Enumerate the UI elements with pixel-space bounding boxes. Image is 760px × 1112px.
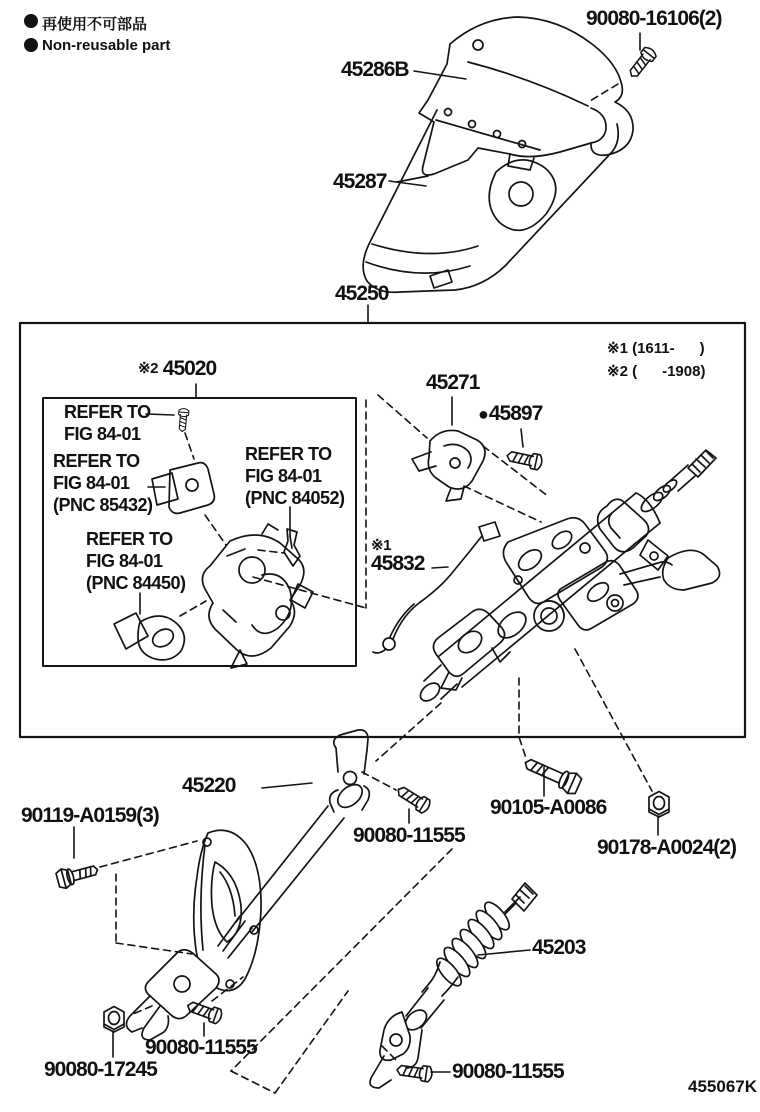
- lock-housing-drawing: [202, 524, 313, 668]
- ignition-switch-drawing: [152, 463, 214, 514]
- legend-bullet-icons: [24, 14, 38, 52]
- production-note-2: ※2 ( -1908): [607, 363, 706, 380]
- production-note-1: ※1 (1611- ): [607, 340, 705, 357]
- part-label-90080-11555-b: 90080-11555: [145, 1036, 257, 1059]
- part-label-45203: 45203: [532, 936, 586, 959]
- clamp-45271-drawing: [412, 430, 485, 501]
- part-label-90080-11555-a: 90080-11555: [353, 824, 465, 847]
- bolt-a0159-icon: [55, 860, 100, 890]
- legend-nonreusable-en: Non-reusable part: [42, 37, 171, 54]
- legend-nonreusable-jp: 再使用不可部品: [42, 16, 148, 33]
- key-plate-drawing: [284, 529, 300, 566]
- screw-16106-icon: [626, 45, 658, 80]
- refer-screw-icon: [177, 408, 189, 432]
- diagram-code: 455067K: [688, 1077, 758, 1096]
- refer-note-1: REFER TO FIG 84-01: [64, 402, 151, 444]
- part-label-45897: ●45897: [478, 402, 543, 425]
- part-label-90080-17245: 90080-17245: [44, 1058, 157, 1081]
- part-label-45832: ※1 45832: [371, 537, 425, 575]
- refer-note-2: REFER TO FIG 84-01 (PNC 85432): [53, 451, 153, 515]
- part-label-90119-a0159: 90119-A0159(3): [21, 804, 159, 827]
- part-label-45271: 45271: [426, 371, 480, 394]
- part-label-45220: 45220: [182, 774, 236, 797]
- part-label-90080-11555-c: 90080-11555: [452, 1060, 564, 1083]
- part-label-45020: ※2 45020: [138, 357, 217, 380]
- sliding-yoke-drawing: [370, 883, 537, 1088]
- screw-45897-icon: [506, 448, 544, 470]
- part-label-90178-a0024: 90178-A0024(2): [597, 836, 736, 859]
- bolt-11555a-icon: [394, 783, 432, 815]
- part-label-45286b: 45286B: [341, 58, 409, 81]
- bolt-a0086-icon: [521, 753, 583, 797]
- part-label-45250: 45250: [335, 282, 389, 305]
- upper-cover-drawing: [419, 17, 633, 175]
- refer-note-3: REFER TO FIG 84-01 (PNC 84052): [245, 444, 345, 508]
- key-cylinder-drawing: [114, 613, 184, 660]
- refer-note-4: REFER TO FIG 84-01 (PNC 84450): [86, 529, 186, 593]
- nut-a0024-icon: [649, 792, 669, 818]
- part-label-90105-a0086: 90105-A0086: [490, 796, 607, 819]
- part-label-45287: 45287: [333, 170, 387, 193]
- lower-cover-drawing: [363, 110, 618, 292]
- shaft-lower-yoke-drawing: [126, 950, 219, 1040]
- part-label-90080-16106: 90080-16106(2): [586, 7, 722, 30]
- nut-17245-icon: [104, 1007, 124, 1033]
